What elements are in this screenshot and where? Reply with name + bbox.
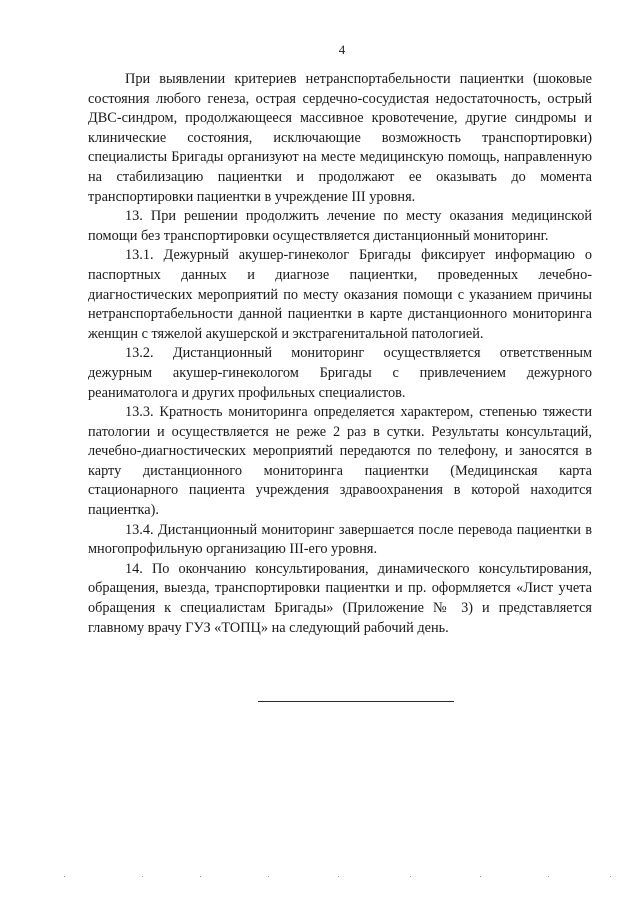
scan-speck (338, 876, 339, 877)
scan-speck (142, 876, 143, 877)
document-body (88, 70, 592, 638)
scan-speck (64, 876, 65, 877)
paragraph-nontransportability: При выявлении критериев нетранспортабельности пациентки (шоковые состояния любого генеза, острая сердечно-сосудистая недостаточность, острый ДВС-синдром, продолжающееся массивное кровотечение, другие синдромы и клинические состояния, исключающие возможность транспортировки) специалисты Бригады организуют на месте медицинскую помощь, направленную на стабилизацию пациентки и продолжают ее оказывать до момента транспортировки пациентки в учреждение III уровня. (88, 71, 592, 205)
page-number: 4 (338, 42, 346, 57)
scan-speck (548, 876, 549, 877)
scan-speck (268, 876, 269, 877)
paragraph-13-4: 13.4. Дистанционный мониторинг завершается после перевода пациентки в многопрофильную организацию III-его уровня. (88, 521, 592, 558)
end-divider-line (258, 701, 454, 702)
scan-speck (610, 876, 611, 877)
scan-speck (200, 876, 201, 877)
paragraph-14: 14. По окончанию консультирования, динамического консультирования, обращения, выезда, транспортировки пациентки и пр. оформляется «Лист учета обращения к специалистам Бригады» (Приложение № 3) и представляется главному врачу ГУЗ «ТОПЦ» на следующий рабочий день. (88, 560, 592, 636)
paragraph-13-3: 13.3. Кратность мониторинга определяется характером, степенью тяжести патологии и осуществляется не реже 2 раз в сутки. Результаты консультаций, лечебно-диагностических мероприятий передаются по телефону, и заносятся в карту дистанционного мониторинга пациентки (Медицинская карта стационарного пациента учреждения здравоохранения в которой находится пациентка). (88, 404, 592, 519)
scan-speck (410, 876, 411, 877)
paragraph-13-1: 13.1. Дежурный акушер-гинеколог Бригады фиксирует информацию о паспортных данных и диагнозе пациентки, проведенных лечебно-диагностических мероприятий по месту оказания помощи с указанием причины нетранспортабельности данной пациентки в карте дистанционного мониторинга женщин с тяжелой акушерской и экстрагенитальной патологией. (88, 247, 592, 342)
paragraph-13: 13. При решении продолжить лечение по месту оказания медицинской помощи без транспортировки осуществляется дистанционный мониторинг. (88, 208, 592, 244)
scan-speck (480, 876, 481, 877)
paragraph-13-2: 13.2. Дистанционный мониторинг осуществляется ответственным дежурным акушер-гинекологом Бригады с привлечением дежурного реаниматолога и других профильных специалистов. (88, 345, 592, 401)
